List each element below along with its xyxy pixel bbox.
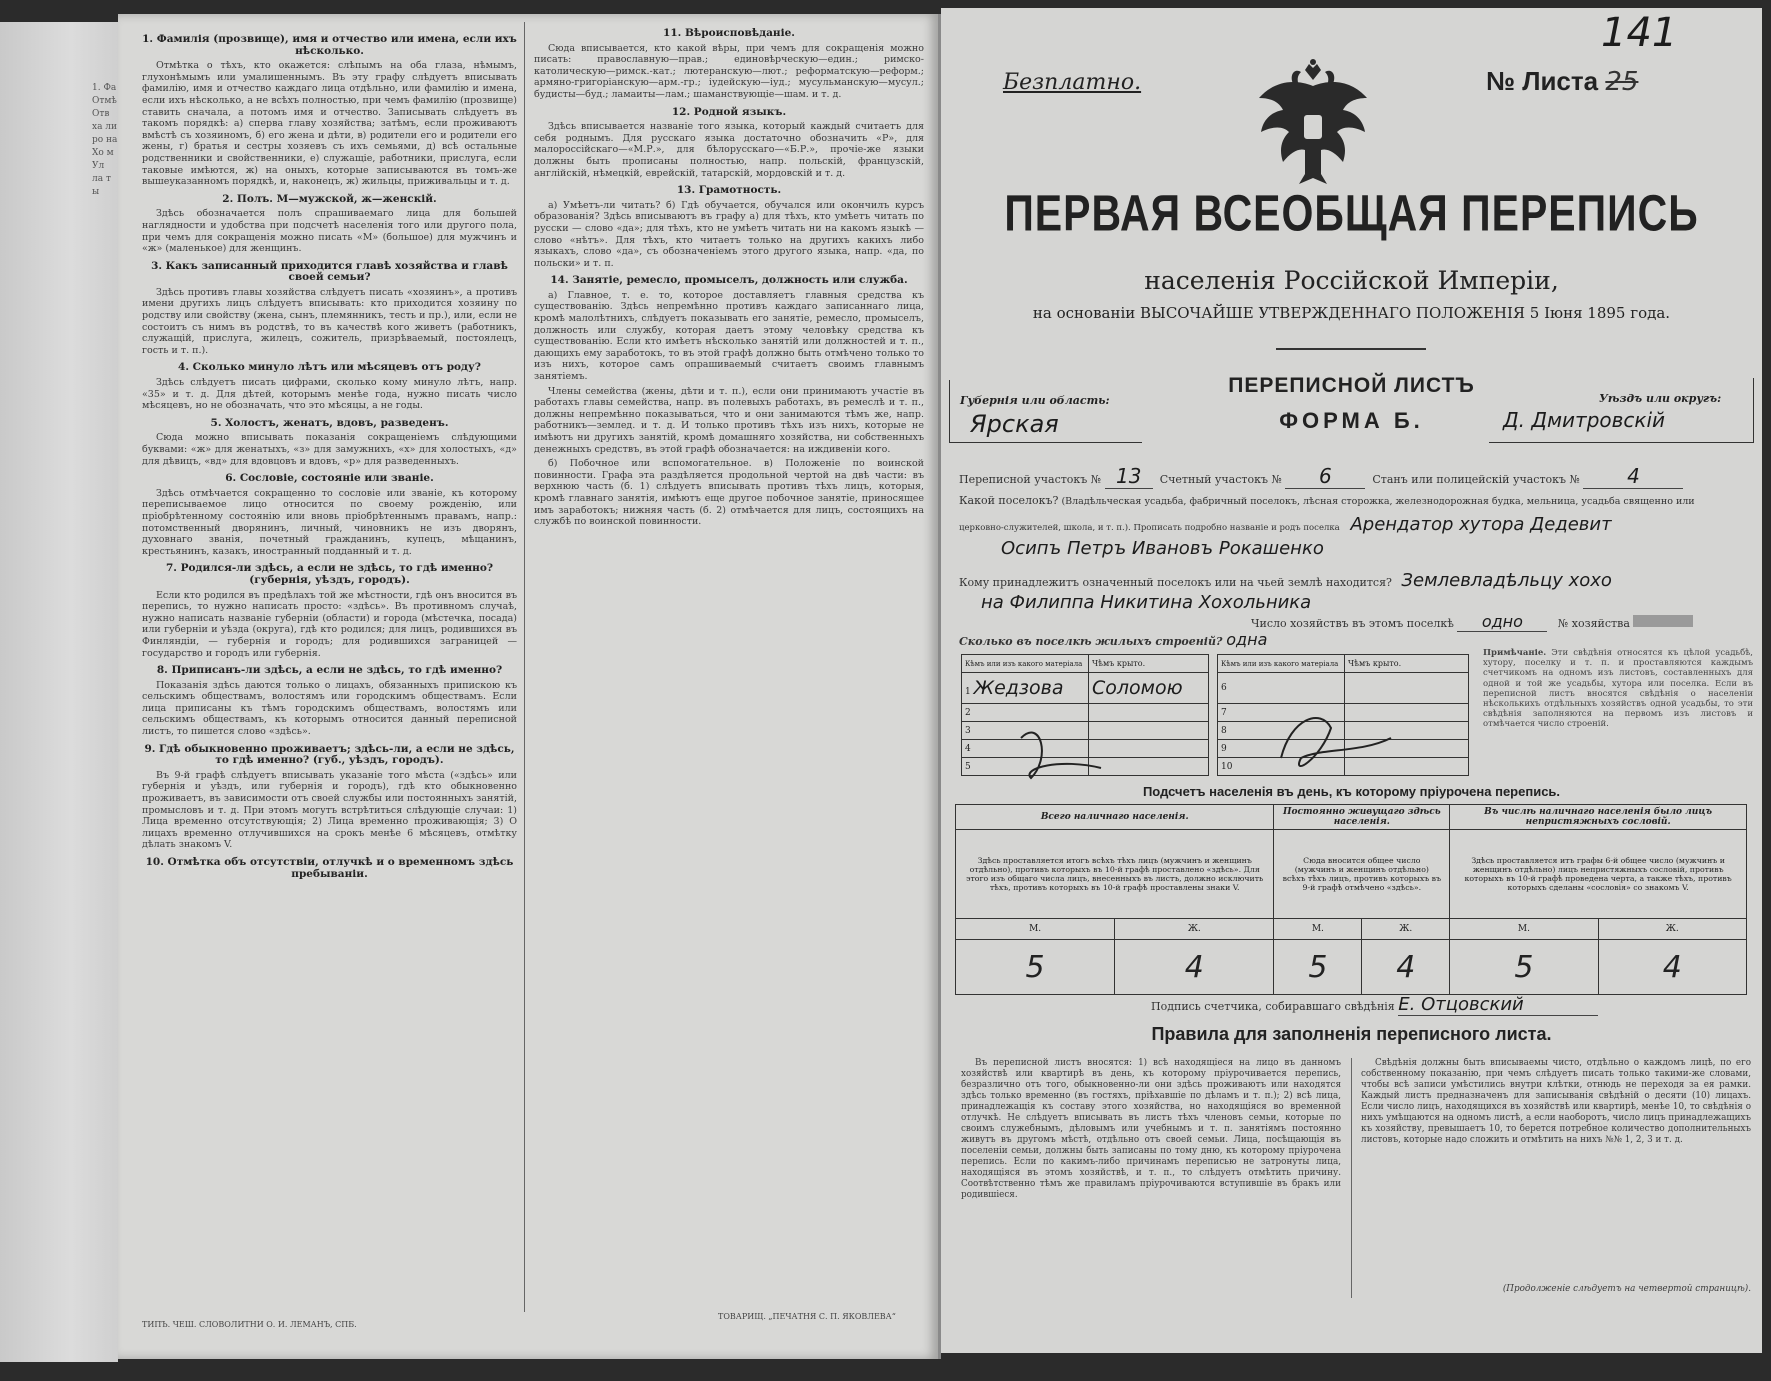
bld-row: 3 — [962, 722, 1089, 740]
instruction-text: Здѣсь вписывается названіе того языка, который каждый считаетъ для себя роднымъ. Для русскаго языка достаточно обозначить «Р», для малороссійскаго—«М.Р.», для бѣлорусскаго—«Б.Р.», прочіе-же языки должны быть прописаны полностью, напр. польскій, французскій, англійскій, нѣмецкій, еврейскій, татарскій, мордовскій и т. д. — [534, 121, 924, 179]
gubernia-label: Губернія или область: — [960, 394, 1110, 407]
pop-head-total: Всего наличнаго населенія. — [956, 805, 1274, 830]
bld-row: 7 — [1218, 704, 1345, 722]
bld-row-1-roof: Соломою — [1089, 673, 1209, 704]
sheet-name: ПЕРЕПИСНОЙ ЛИСТЪ — [1228, 374, 1475, 397]
pop-desc-permanent: Сюда вносится общее число (мужчинъ и женщинъ отдѣльно) всѣхъ тѣхъ лицъ, противъ которыхъ въ 9-й графѣ отмѣчено «здѣсь». — [1274, 830, 1450, 919]
instruction-heading: 10. Отмѣтка объ отсутствіи, отлучкѣ и о временномъ здѣсь пребываніи. — [145, 856, 514, 880]
instruction-heading: 7. Родился-ли здѣсь, а если не здѣсь, то гдѣ именно? (губернія, уѣздъ, городъ). — [165, 562, 494, 586]
instruction-text: Если кто родился въ предѣлахъ той же мѣстности, гдѣ онъ вносится въ перепись, то нужно написать просто: «здѣсь». Въ противномъ случаѣ, нужно написать названіе губерніи (области) и города (мѣстечка, посада) или губерніи и уѣзда (округа), гдѣ кто родился; для лицъ, родившихся въ Финляндіи, — губернія и городъ; для родившихся заграницей — государство и городъ или губернія. — [142, 589, 517, 659]
household-number-label: № хозяйства — [1557, 617, 1630, 630]
settlement-line — [959, 494, 1695, 507]
instruction-heading: 12. Родной языкъ. — [671, 105, 787, 118]
count-district-value: 6 — [1285, 464, 1365, 489]
count-district-label: Счетный участокъ № — [1159, 473, 1282, 486]
pop-f-label: Ж. — [1598, 919, 1746, 940]
stan-value: 4 — [1583, 464, 1683, 489]
instruction-text: Показанія здѣсь даются только о лицахъ, обязанныхъ припискою къ сельскимъ обществамъ, волостямъ или городскимъ обществамъ. Если лица приписаны къ тѣмъ городскимъ обществамъ, волостямъ или сельскимъ обществамъ, къ которымъ относится данный переписной листъ, то пишется слово «здѣсь». — [142, 679, 517, 738]
instruction-text: Въ 9-й графѣ слѣдуетъ вписывать указаніе того мѣста («здѣсь» или губернія и уѣздъ, или губернія и городъ), гдѣ кто обыкновенно проживаетъ, въ зависимости отъ своей службы или постоянныхъ занятій, промысловъ и т. д. При этомъ могутъ встрѣтиться слѣдующіе случаи: 1) Лица временно отсутствующія; 2) Лица временно проживающія; 3) О лицахъ временно отлучившихся на срокъ менѣе 6 мѣсяцевъ, отмѣтку дѣлать знакомъ V. — [142, 769, 517, 851]
instruction-heading: 1. Фамилія (прозвище), имя и отчество или имена, если ихъ нѣсколько. — [142, 33, 517, 57]
instruction-text: Сюда вписывается, кто какой вѣры, при чемъ для сокращенія можно писать: православную—прав.; единовѣрческую—един.; римско-католическую—римск.-кат.; лютеранскую—лют.; реформатскую—реформ.; армяно-григоріанскую—арм.-гр.; іудейскую—іуд.; мусульманскую—мусул.; будисты—буд.; ламаиты—лам.; шаманствующіе—шам. и т. д. — [534, 42, 924, 100]
bld-row-1-material: 1 Жедзова — [962, 673, 1089, 704]
buildings-label: Сколько въ поселкѣ жилыхъ строеній? — [959, 635, 1223, 648]
instruction-heading: 2. Полъ. М—мужской, ж—женскій. — [222, 192, 437, 205]
free-label: Безплатно. — [1003, 70, 1142, 95]
instruction-heading: 14. Занятіе, ремесло, промыселъ, должность или служба. — [550, 274, 908, 287]
rules-continuation: (Продолженіе слѣдуетъ на четвертой страницѣ). — [1502, 1284, 1751, 1294]
document-subtitle: населенія Россійской Имперіи, — [1144, 266, 1559, 295]
instruction-text: Члены семейства (жены, дѣти и т. п.), если они принимаютъ участіе въ работахъ главы семейства, напр. въ полевыхъ работахъ, въ ремеслѣ и т. п., должны непремѣнно показываться, что и они занимаются тѣмъ же, напр. работникъ—землед. и т. д. И только противъ тѣхъ изъ нихъ, которые не имѣютъ ни другихъ занятій, кромѣ домашняго хозяйства, ни собственныхъ денежныхъ средствъ, въ этой графѣ обозначается: на иждивеніи кого. — [534, 385, 924, 455]
households-label: Число хозяйствъ въ этомъ поселкѣ — [1251, 617, 1454, 630]
double-headed-eagle-emblem-icon — [1253, 58, 1373, 188]
pop-permanent-male: 5 — [1274, 940, 1362, 995]
settlement-line-2 — [959, 514, 1612, 535]
instruction-text: Здѣсь отмѣчается сокращенно то сословіе или званіе, къ которому переписываемое лицо относится по своему рожденію, или пріобрѣтенному состоянію или вновь пріобрѣтеннымъ правамъ, напр.: потомственный дворянинъ, личный, чиновникъ не изъ дворянъ, духовнаго званія, почетный гражданинъ, купецъ, мѣщанинъ, крестьянинъ, казакъ, иностранный подданный и т. д. — [142, 487, 517, 557]
buildings-note — [1483, 648, 1753, 730]
bld-row: 5 — [962, 758, 1089, 776]
rules-right-text: Свѣдѣнія должны быть вписываемы чисто, отдѣльно о каждомъ лицѣ, по его собственному показанію, при чемъ слѣдуетъ писать только такими-же словами, чтобы всѣ записи умѣстились внутри клѣтки, отнюдь не переходя за ея рамки. Каждый листъ предназначенъ для записыванія свѣдѣній о десяти (10) лицахъ. Если число лицъ, находящихся въ хозяйствѣ или квартирѣ, менѣе 10, то свѣдѣнія о нихъ умѣщаются на одномъ листѣ, а если наоборотъ, число лицъ принадлежащихъ къ хозяйству, превышаетъ 10, то берется потребное количество дополнительныхъ листовъ, которые надо сложить и отмѣтить на нихъ №№ 1, 2, 3 и т. д. — [1361, 1058, 1751, 1145]
census-district-value: 13 — [1105, 464, 1153, 489]
sheet-form: ФОРМА Б. — [1279, 408, 1424, 433]
rules-right-column — [1361, 1058, 1751, 1278]
households-line — [1251, 612, 1693, 632]
owner-label: Кому принадлежитъ означенный поселокъ или на чьей землѣ находится? — [959, 576, 1392, 589]
rules-left-column — [961, 1058, 1341, 1308]
stan-label: Станъ или полицейскій участокъ № — [1372, 473, 1580, 486]
instruction-heading: 6. Сословіе, состояніе или званіе. — [225, 472, 434, 485]
households-value: одно — [1457, 612, 1547, 632]
folded-page-edge — [0, 22, 118, 1362]
census-district-label: Переписной участокъ № — [959, 473, 1102, 486]
instruction-heading: 3. Какъ записанный приходится главѣ хозяйства и главѣ своей семьи? — [151, 259, 508, 284]
bld-row: 6 — [1218, 673, 1345, 704]
signature-value: Е. Отцовский — [1398, 994, 1598, 1016]
pop-head-permanent: Постоянно живущаго здѣсь населенія. — [1274, 805, 1450, 830]
settlement-value: Арендатор хутора Дедевит — [1350, 514, 1612, 535]
pop-m-label: М. — [1450, 919, 1598, 940]
pop-head-nonlocal: Въ числѣ наличнаго населенія было лицъ непристяжныхъ сословій. — [1450, 805, 1747, 830]
note-text: Эти свѣдѣнія относятся къ цѣлой усадьбѣ, хутору, поселку и т. п. и проставляются каждымъ счетчикомъ на одномъ изъ листовъ, составленныхъ для одной и той же усадьбы, хутора или поселка. Если въ переписной листъ вносятся свѣдѣнія о населеніи нѣсколькихъ отдѣльныхъ хозяйствъ одной усадьбы, то эти свѣдѣнія заполняются на первомъ изъ листовъ и отмѣчается число строеній. — [1483, 648, 1754, 730]
right-page — [941, 8, 1762, 1353]
buildings-value: одна — [1226, 630, 1268, 649]
instruction-text: Отмѣтка о тѣхъ, кто окажется: слѣпымъ на оба глаза, нѣмымъ, глухонѣмымъ или умалишеннымъ. Въ эту графу слѣдуетъ вписывать фамилію, имя и отчество каждаго лица отдѣльно, или фамилію и имена, если ихъ нѣсколько, а не всѣхъ полностью, при чемъ фамилію (прозвище) ставить сначала, а потомъ имя и отчество. Записывать слѣдуетъ въ такомъ порядкѣ: а) сперва главу хозяйства; затѣмъ, если проживаютъ вмѣстѣ съ хозяиномъ, б) его жена и дѣти, в) родители его и родители его жены, г) братья и сестры хозяевъ съ ихъ семьями, д) всѣ остальные родственники и свойственники, е) служащіе, работники, прислуга, если таковые имѣются, ж) на оныхъ, которые записываются въ томъ-же вышеуказанномъ порядкѣ, и, наконецъ, ж) жильцы, приживальцы и т. д. — [142, 60, 517, 188]
bld-row: 10 — [1218, 758, 1345, 776]
sheet-number-value: 25 — [1605, 67, 1639, 97]
owner-line-2 — [981, 592, 1311, 613]
printer-imprint-right: ТОВАРИЩ. „ПЕЧАТНЯ С. П. ЯКОВЛЕВА“ — [718, 1312, 896, 1321]
legal-basis: на основаніи ВЫСОЧАЙШЕ УТВЕРЖДЕННАГО ПОЛОЖЕНІЯ 5 Іюня 1895 года. — [1032, 304, 1671, 322]
instruction-text: Сюда можно вписывать показанія сокращеніемъ слѣдующими буквами: «ж» для женатыхъ, «з» для замужнихъ, «х» для холостыхъ, «д» для дѣвицъ, «вд» для вдовцовъ и вдовъ, «р» для разведенныхъ. — [142, 432, 517, 467]
instruction-heading: 5. Холостъ, женатъ, вдовъ, разведенъ. — [210, 416, 449, 429]
instruction-text: а) Умѣетъ-ли читать? б) Гдѣ обучается, обучался или окончилъ курсъ образованія? Здѣсь вписываютъ въ графу а) для тѣхъ, кто умѣетъ читать по русски — слово «да»; для тѣхъ, кто не умѣетъ читать ни на какомъ языкѣ — слово «нѣтъ». Для тѣхъ, кто читаетъ только на другихъ какихъ либо языкахъ, слово «да», съ обозначеніемъ этого другого языка, напр. «да, по польски» и т. п. — [534, 199, 924, 269]
settlement-line-3 — [1001, 538, 1324, 559]
buildings-line — [959, 630, 1267, 649]
bld-row: 9 — [1218, 740, 1345, 758]
pop-f-label: Ж. — [1362, 919, 1450, 940]
pop-desc-total: Здѣсь проставляется итогъ всѣхъ тѣхъ лицъ (мужчинъ и женщинъ отдѣльно), противъ которыхъ въ 10-й графѣ проставлено «здѣсь». Для этого изъ общаго числа лицъ, внесенныхъ въ листъ, должно исключить тѣхъ, противъ которыхъ въ 10-й графѣ проставлены знаки V. — [956, 830, 1274, 919]
buildings-strike-marks — [961, 698, 1469, 788]
bld-col-material: Кѣмъ или изъ какого матеріала — [962, 655, 1089, 673]
pop-permanent-female: 4 — [1362, 940, 1450, 995]
instruction-text: а) Главное, т. е. то, которое доставляетъ главныя средства къ существованію. Здѣсь непремѣнно противъ каждаго записаннаго лица, кромѣ малолѣтнихъ, слѣдуетъ показывать его занятіе, ремесло, промыселъ, должность или службу, которая даетъ этому человѣку средства къ существованію. Если кто имѣетъ нѣсколько занятій или должностей и т. п., дающихъ ему заработокъ, то въ этой графѣ должно быть отмѣчено только то изъ нихъ, которое самъ опрашиваемый считаетъ своимъ главнымъ занятіемъ. — [534, 289, 924, 383]
instruction-text: Здѣсь обозначается полъ спрашиваемаго лица для большей наглядности и удобства при подсчетѣ населенія того или другого пола, при чемъ для сокращенія можно писать «М» (большое) для мужчинъ и «ж» (маленькое) для женщинъ. — [142, 208, 517, 255]
bld-row: 4 — [962, 740, 1089, 758]
signature-label: Подпись счетчика, собиравшаго свѣдѣнія — [1151, 1000, 1395, 1013]
owner-value: Землевладѣльцу хохо — [1401, 570, 1612, 591]
signature-line — [1151, 994, 1598, 1016]
gubernia-value: Ярская — [970, 410, 1059, 438]
rules-divider — [1351, 1058, 1352, 1298]
pop-m-label: М. — [956, 919, 1115, 940]
folded-page-text: 1. Фа Отмѣ Отв ха ли ро на Хо м Ул ла т ы — [92, 83, 118, 197]
pop-nonlocal-male: 5 — [1450, 940, 1598, 995]
left-page — [118, 14, 941, 1359]
instruction-heading: 13. Грамотность. — [676, 184, 782, 197]
bld-row: 8 — [1218, 722, 1345, 740]
district-line — [959, 464, 1683, 489]
pop-total-male: 5 — [956, 940, 1115, 995]
owner-value-2: на Филиппа Никитина Хохольника — [981, 592, 1312, 613]
uezd-value: Д. Дмитровскій — [1503, 408, 1666, 432]
instruction-text: б) Побочное или вспомогательное. в) Положеніе по воинской повинности. Графа эта раздѣляется продольной чертой на двѣ части: въ верхнюю часть (б. 1) слѣдуетъ вписывать противъ тѣхъ лицъ, которыя, кромѣ главнаго занятія, имѣютъ еще другое побочное занятіе, приносящее имъ заработокъ; нижняя часть (б. 2) отмѣчается для лицъ, состоящихъ на службѣ по воинской повинности. — [534, 458, 924, 528]
instruction-text: Здѣсь противъ главы хозяйства слѣдуетъ писать «хозяинъ», а противъ имени другихъ лицъ слѣдуетъ вписывать: кто приходится хозяину по родству или свойству (жена, сынъ, племянникъ, тесть и пр.), или, если не состоитъ съ нимъ въ родствѣ, то въ качествѣ кого живетъ (работникъ, служащій, прислуга, жилецъ, сожитель, призрѣваемый, постоялецъ, гость и т. п.). — [142, 286, 517, 356]
pop-total-female: 4 — [1115, 940, 1274, 995]
column-divider — [524, 22, 525, 1312]
uezd-box — [1489, 378, 1754, 443]
bld-col-roof: Чѣмъ крыто. — [1345, 655, 1469, 673]
instruction-heading: 4. Сколько минуло лѣтъ или мѣсяцевъ отъ роду? — [178, 361, 481, 374]
uezd-label: Уѣздъ или округъ: — [1599, 392, 1722, 405]
settlement-label: Какой поселокъ? — [959, 494, 1059, 507]
rules-title: Правила для заполненія переписного листа. — [1151, 1024, 1552, 1044]
printer-imprint-left: ТИПЪ. ЧЕШ. СЛОВОЛИТНИ О. И. ЛЕМАНЪ, СПБ. — [142, 1320, 357, 1329]
population-title: Подсчетъ населенія въ день, къ которому пріурочена перепись. — [1142, 784, 1561, 799]
pop-f-label: Ж. — [1115, 919, 1274, 940]
pop-m-label: М. — [1274, 919, 1362, 940]
household-number-redaction — [1633, 615, 1693, 627]
owner-line — [959, 570, 1612, 591]
instruction-text: Здѣсь слѣдуетъ писать цифрами, сколько кому минуло лѣтъ, напр. «35» и т. д. Для дѣтей, которымъ менѣе года, нужно писать число мѣсяцевъ, но не обозначать, что это мѣсяцы, а не годы. — [142, 377, 517, 412]
document-title: ПЕРВАЯ ВСЕОБЩАЯ ПЕРЕПИСЬ — [1004, 184, 1699, 242]
bld-col-material: Кѣмъ или изъ какого матеріала — [1218, 655, 1345, 673]
pop-nonlocal-female: 4 — [1598, 940, 1746, 995]
title-divider — [1276, 348, 1426, 350]
population-table — [955, 804, 1747, 995]
instructions-column-2 — [534, 22, 924, 1292]
bld-col-roof: Чѣмъ крыто. — [1089, 655, 1209, 673]
bld-row: 2 — [962, 704, 1089, 722]
settlement-hint: (Владѣльческая усадьба, фабричный поселокъ, лѣсная сторожка, железнодорожная будка, мельница, усадьба священно или — [1061, 496, 1695, 507]
note-title: Примѣчаніе. — [1483, 648, 1547, 658]
sheet-number — [1486, 66, 1638, 97]
instruction-heading: 8. Приписанъ-ли здѣсь, а если не здѣсь, то гдѣ именно? — [156, 664, 503, 677]
settlement-hint-2: церковно-служителей, школа, и т. п.). Прописать подробно названіе и родъ поселка — [959, 523, 1340, 533]
instructions-column-1 — [142, 28, 517, 1308]
instruction-heading: 9. Гдѣ обыкновенно проживаетъ; здѣсь-ли, а если не здѣсь, то гдѣ именно? (губ., уѣздъ, городъ). — [144, 742, 515, 767]
pop-desc-nonlocal: Здѣсь проставляется итъ графы 6-й общее число (мужчинъ и женщинъ отдѣльно) лицъ непристяжныхъ сословій, противъ которыхъ въ 10-й графѣ проведена черта, а также тѣхъ, противъ которыхъ сделаны «сословія» со знакомъ V. — [1450, 830, 1747, 919]
instruction-heading: 11. Вѣроисповѣданіе. — [663, 27, 795, 39]
sheet-number-label: № Листа — [1486, 66, 1599, 96]
rules-left-text: Въ переписной листъ вносятся: 1) всѣ находящіеся на лицо въ данномъ хозяйствѣ или квартирѣ въ день, къ которому пріурочивается перепись, безразлично отъ того, обыкновенно-ли они здѣсь проживаютъ или находятся здѣсь только временно (въ гостяхъ, пріѣхавшіе по дѣламъ и т. п.); 2) всѣ лица, принадлежащія къ составу этого хозяйства, но находящіяся во временной отлучкѣ. Не слѣдуетъ вписывать въ листъ тѣхъ членовъ семьи, которые по своимъ служебнымъ, дѣловымъ или учебнымъ и т. п. занятіямъ постоянно живутъ въ другомъ мѣстѣ, отдѣльно отъ своей семьи. Лица, посѣщающія въ поселеніи семьи, должны быть записаны по тому дню, къ которому пріурочена перепись. Если по какимъ-либо причинамъ переписью не затронуты лица, находящіяся въ этомъ хозяйствѣ, и т. п., то слѣдуетъ отмѣтить причину. Соотвѣтственно тѣмъ же правиламъ пріурочиваются вступившіе въ бракъ или родившіеся. — [961, 1058, 1341, 1200]
settlement-value-2: Осипъ Петръ Ивановъ Рокашенко — [1001, 538, 1324, 559]
archive-page-number: 141 — [1601, 10, 1678, 56]
